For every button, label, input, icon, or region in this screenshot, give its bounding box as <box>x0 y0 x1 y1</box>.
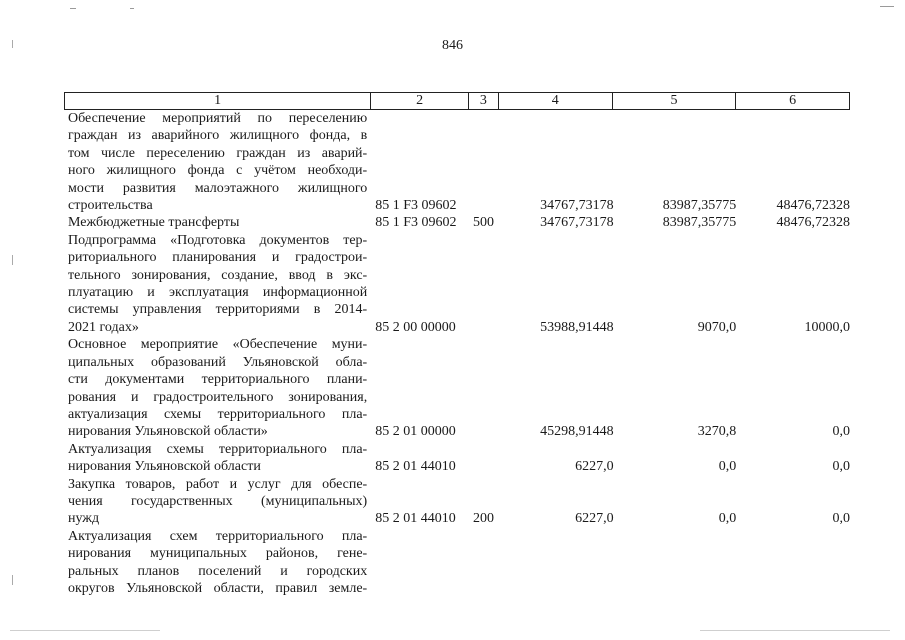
description-line: ного жилищного фонда с учётом необходи- <box>68 163 368 179</box>
scan-artifact <box>12 255 13 265</box>
row-amount-col6: 10000,0 <box>804 319 850 335</box>
description-line: ральных планов поселений и городских <box>68 563 368 579</box>
description-line: чения государственных (муниципальных) <box>68 493 368 509</box>
row-amount-col5: 0,0 <box>718 511 737 527</box>
description-line: нирования муниципальных районов, гене- <box>68 546 368 562</box>
row-description <box>64 336 367 440</box>
row-description <box>64 441 367 476</box>
table-row <box>64 336 850 440</box>
scan-artifact <box>12 575 13 585</box>
row-description <box>64 214 367 231</box>
row-amount-col4: 6227,0 <box>575 459 614 475</box>
row-amount-col6: 48476,72328 <box>776 215 850 231</box>
page-number: 846 <box>442 38 463 53</box>
row-amount-col4: 53988,91448 <box>540 319 614 335</box>
header-col-5: 5 <box>612 93 736 109</box>
description-line: Закупка товаров, работ и услуг для обеспе- <box>68 476 368 492</box>
description-line: мости развития малоэтажного жилищного <box>68 180 368 196</box>
row-description <box>64 232 367 336</box>
table-row <box>64 110 850 214</box>
description-line: 2021 годах» <box>68 319 139 335</box>
table-row <box>64 441 850 476</box>
table-row <box>64 214 850 231</box>
row-amount-col4: 34767,73178 <box>540 215 614 231</box>
row-amount-col6: 0,0 <box>832 511 850 527</box>
scan-artifact <box>880 6 894 7</box>
header-col-1: 1 <box>214 93 222 108</box>
table-row <box>64 476 850 528</box>
description-line: Актуализация схем территориального пла- <box>68 528 368 544</box>
scan-artifact <box>12 40 13 48</box>
scan-artifact <box>70 8 76 9</box>
row-amount-col5: 3270,8 <box>697 424 737 440</box>
description-line: нужд <box>68 511 100 527</box>
row-amount-col5: 83987,35775 <box>662 215 737 231</box>
description-line: нирования Ульяновской области» <box>68 424 268 440</box>
description-line: Межбюджетные трансферты <box>68 215 240 231</box>
description-line: актуализация схемы территориального пла- <box>68 406 368 422</box>
row-code: 85 2 01 00000 <box>375 424 456 440</box>
header-col-6: 6 <box>735 93 849 109</box>
table-row <box>64 232 850 336</box>
description-line: тельного зонирования, создание, ввод в экс- <box>68 267 368 283</box>
row-expense-type: 200 <box>472 511 494 527</box>
description-line: Основное мероприятие «Обеспечение муни- <box>68 337 368 353</box>
row-amount-col5: 0,0 <box>718 459 737 475</box>
row-amount-col4: 45298,91448 <box>540 424 614 440</box>
row-description <box>64 110 367 214</box>
description-line: строительства <box>68 198 153 214</box>
row-amount-col4: 34767,73178 <box>540 198 614 214</box>
row-amount-col4: 6227,0 <box>575 511 614 527</box>
row-code: 85 2 01 44010 <box>375 459 456 475</box>
table-body <box>64 110 850 597</box>
description-line: сти документами территориального плани- <box>68 372 368 388</box>
description-line: риториального планирования и градострои- <box>68 250 368 266</box>
description-line: нирования Ульяновской области <box>68 459 261 475</box>
row-code: 85 1 F3 09602 <box>375 198 457 214</box>
row-amount-col6: 0,0 <box>832 424 850 440</box>
description-line: Подпрограмма «Подготовка документов тер- <box>68 232 368 248</box>
description-line: ципальных образований Ульяновской обла- <box>68 354 368 370</box>
description-line: том числе переселению граждан из аварий- <box>68 145 368 161</box>
description-line: плуатацию и эксплуатация информационной <box>68 285 368 301</box>
table-header-row <box>64 92 850 110</box>
row-code: 85 1 F3 09602 <box>375 215 457 231</box>
table-row <box>64 528 850 598</box>
row-description <box>64 476 367 528</box>
row-amount-col5: 83987,35775 <box>662 198 737 214</box>
description-line: системы управления территориями в 2014- <box>68 302 368 318</box>
row-code: 85 2 01 44010 <box>375 511 456 527</box>
row-amount-col6: 48476,72328 <box>776 198 850 214</box>
header-col-2: 2 <box>370 93 468 109</box>
description-line: округов Ульяновской области, правил земле- <box>68 580 368 596</box>
description-line: рования и градостроительного зонирования, <box>68 389 368 405</box>
description-line: Обеспечение мероприятий по переселению <box>68 111 368 126</box>
row-code: 85 2 00 00000 <box>375 319 456 335</box>
scan-artifact <box>700 630 890 631</box>
row-amount-col5: 9070,0 <box>697 319 737 335</box>
row-description <box>64 528 367 598</box>
scan-artifact <box>130 8 134 9</box>
header-col-3: 3 <box>468 93 498 109</box>
row-amount-col6: 0,0 <box>832 459 850 475</box>
header-col-4: 4 <box>498 93 612 109</box>
scan-artifact <box>10 630 160 631</box>
row-expense-type: 500 <box>472 215 494 231</box>
description-line: Актуализация схемы территориального пла- <box>68 441 368 457</box>
description-line: граждан из аварийного жилищного фонда, в <box>68 128 368 144</box>
